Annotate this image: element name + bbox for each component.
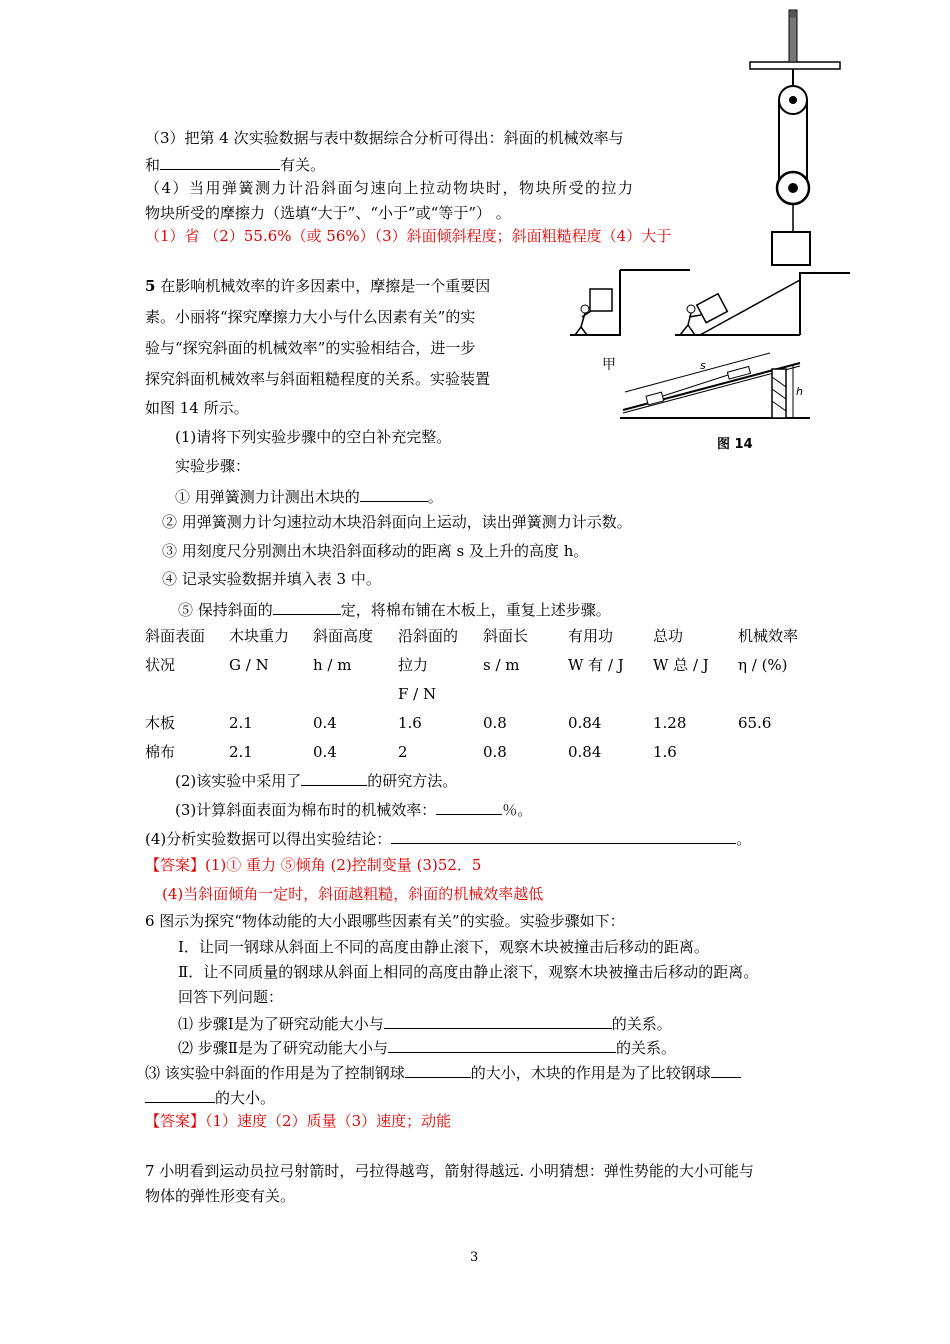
q5-q3-blank [436,798,502,815]
q5-q3 [175,798,532,820]
row2-c6: 0.84 [568,743,602,761]
q5-intro-line1 [145,276,490,296]
q6-q3-mid: 的大小，木块的作用是为了比较钢球 [470,1064,711,1082]
th1-c6: 有用功 [568,627,614,645]
row2-c1: 棉布 [145,743,176,761]
q5-q1: (1)请将下列实验步骤中的空白补充完整。 [175,428,452,446]
row2-c2: 2.1 [229,743,253,761]
q6-q2-pre: ⑵ 步骤Ⅱ是为了研究动能大小与 [178,1039,388,1057]
fig-label-h: h [796,385,803,398]
q6-stem: 6 图示为探究“物体动能的大小跟哪些因素有关”的实验。实验步骤如下： [145,912,625,930]
th2-c1: 状况 [145,656,176,674]
q6-ask: 回答下列问题： [178,988,284,1006]
q5-q4-blank [391,827,736,844]
th1-c2: 木块重力 [229,627,290,645]
q5-intro-line5: 如图 14 所示。 [145,399,249,417]
q5-step5 [178,598,611,620]
q6-q3-end: 的大小。 [215,1089,276,1107]
q4-part3-pre: 和 [145,156,161,174]
q5-q3-post: ％。 [502,801,533,819]
row1-c3: 0.4 [313,714,337,732]
th2-c5: s / m [483,656,520,674]
q5-q2-blank [301,769,367,786]
q5-q4-pre: (4)分析实验数据可以得出实验结论： [145,830,392,848]
th1-c4: 沿斜面的 [398,627,459,645]
fig-label-s: s [700,359,706,372]
q5-q2-pre: (2)该实验中采用了 [175,772,302,790]
q4-part4-line2: 物块所受的摩擦力（选填“大于”、“小于”或“等于”） 。 [145,204,511,222]
row2-c5: 0.8 [483,743,507,761]
th2-c2: G / N [229,656,269,674]
row2-c7: 1.6 [653,743,677,761]
th1-c7: 总功 [653,627,684,645]
th3-c4: F / N [398,685,437,703]
row1-c1: 木板 [145,714,176,732]
q5-q2-post: 的研究方法。 [367,772,458,790]
q5-intro-text1: 在影响机械效率的许多因素中，摩擦是一个重要因 [160,277,491,295]
q6-q2-post: 的关系。 [615,1039,676,1057]
q5-step1 [175,485,443,507]
q5-q4 [145,827,751,849]
q6-q3-blank2b [145,1086,215,1103]
q4-part3-line1: （3）把第 4 次实验数据与表中数据综合分析可得出：斜面的机械效率与 [145,129,624,147]
q5-q3-pre: (3)计算斜面表面为棉布时的机械效率： [175,801,437,819]
q6-answer: 【答案】（1）速度（2）质量（3）速度；动能 [145,1112,452,1130]
th1-c3: 斜面高度 [313,627,374,645]
q6-step-1: Ⅰ．让同一钢球从斜面上不同的高度由静止滚下，观察木块被撞击后移动的距离。 [178,938,709,956]
q5-step1-blank [360,485,428,502]
q6-q1-blank [384,1012,612,1029]
row1-c7: 1.28 [653,714,687,732]
th2-c7: W 总 / J [653,656,709,674]
q6-q2-blank [388,1036,616,1053]
q5-step1-post: 。 [427,488,443,506]
q4-part4-line1: （4）当用弹簧测力计沿斜面匀速向上拉动物块时，物块所受的拉力 [145,179,635,197]
th1-c1: 斜面表面 [145,627,206,645]
row1-c8: 65.6 [738,714,772,732]
row1-c2: 2.1 [229,714,253,732]
q5-step5-post: 定，将棉布铺在木板上，重复上述步骤。 [340,601,611,619]
q5-q4-post: 。 [736,830,752,848]
q6-q3-line1 [145,1061,741,1083]
figure-14 [565,265,855,460]
th2-c8: η / (%) [738,656,788,674]
q4-part3-post: 有关。 [280,156,326,174]
q5-number: 5 [145,277,156,295]
q7-line2: 物体的弹性形变有关。 [145,1187,296,1205]
q4-blank [160,153,280,170]
fig-label-jia: 甲 [602,357,616,373]
row2-c3: 0.4 [313,743,337,761]
q7-line1: 7 小明看到运动员拉弓射箭时，弓拉得越弯，箭射得越远. 小明猜想：弹性势能的大小可能与 [145,1162,754,1180]
q6-q1 [178,1012,672,1034]
q4-answer: （1）省 （2）55.6%（或 56%）（3）斜面倾斜程度；斜面粗糙程度（4）大于 [145,227,672,245]
q5-q2 [175,769,457,791]
th1-c8: 机械效率 [738,627,799,645]
q5-step5-pre: ⑤ 保持斜面的 [178,601,273,619]
q5-step5-blank [273,598,341,615]
th2-c4: 拉力 [398,656,429,674]
q6-q2 [178,1036,676,1058]
q5-intro-line4: 探究斜面机械效率与斜面粗糙程度的关系。实验装置 [145,370,491,388]
q5-intro-line2: 素。小丽将“探究摩擦力大小与什么因素有关”的实 [145,308,476,326]
q6-step-2: Ⅱ．让不同质量的钢球从斜面上相同的高度由静止滚下，观察木块被撞击后移动的距离。 [178,963,759,981]
q5-step3: ③ 用刻度尺分别测出木块沿斜面移动的距离 s 及上升的高度 h。 [162,542,589,560]
q6-q1-post: 的关系。 [611,1015,672,1033]
th2-c3: h / m [313,656,352,674]
q6-q3-line2 [145,1086,275,1108]
q5-intro-line3: 验与“探究斜面的机械效率”的实验相结合，进一步 [145,339,476,357]
row1-c5: 0.8 [483,714,507,732]
row1-c6: 0.84 [568,714,602,732]
q5-answer-line2: (4)当斜面倾角一定时，斜面越粗糙，斜面的机械效率越低 [162,885,544,903]
pulley-figure [745,0,845,275]
q5-step1-pre: ① 用弹簧测力计测出木块的 [175,488,360,506]
q6-q3-pre: ⑶ 该实验中斜面的作用是为了控制钢球 [145,1064,405,1082]
row2-c4: 2 [398,743,408,761]
q5-step2: ② 用弹簧测力计匀速拉动木块沿斜面向上运动，读出弹簧测力计示数。 [162,513,632,531]
row1-c4: 1.6 [398,714,422,732]
q5-step4: ④ 记录实验数据并填入表 3 中。 [162,570,381,588]
fig-caption: 图 14 [717,437,753,452]
th2-c6: W 有 / J [568,656,624,674]
q4-part3-line2 [145,153,325,175]
q6-q3-blank2a [711,1061,741,1078]
q6-q1-pre: ⑴ 步骤Ⅰ是为了研究动能大小与 [178,1015,384,1033]
th1-c5: 斜面长 [483,627,529,645]
page-number: 3 [470,1250,479,1265]
q5-answer-line1: 【答案】(1)① 重力 ⑤倾角 (2)控制变量 (3)52．5 [145,856,482,874]
q5-steps-title: 实验步骤： [175,457,251,475]
q6-q3-blank1 [405,1061,471,1078]
